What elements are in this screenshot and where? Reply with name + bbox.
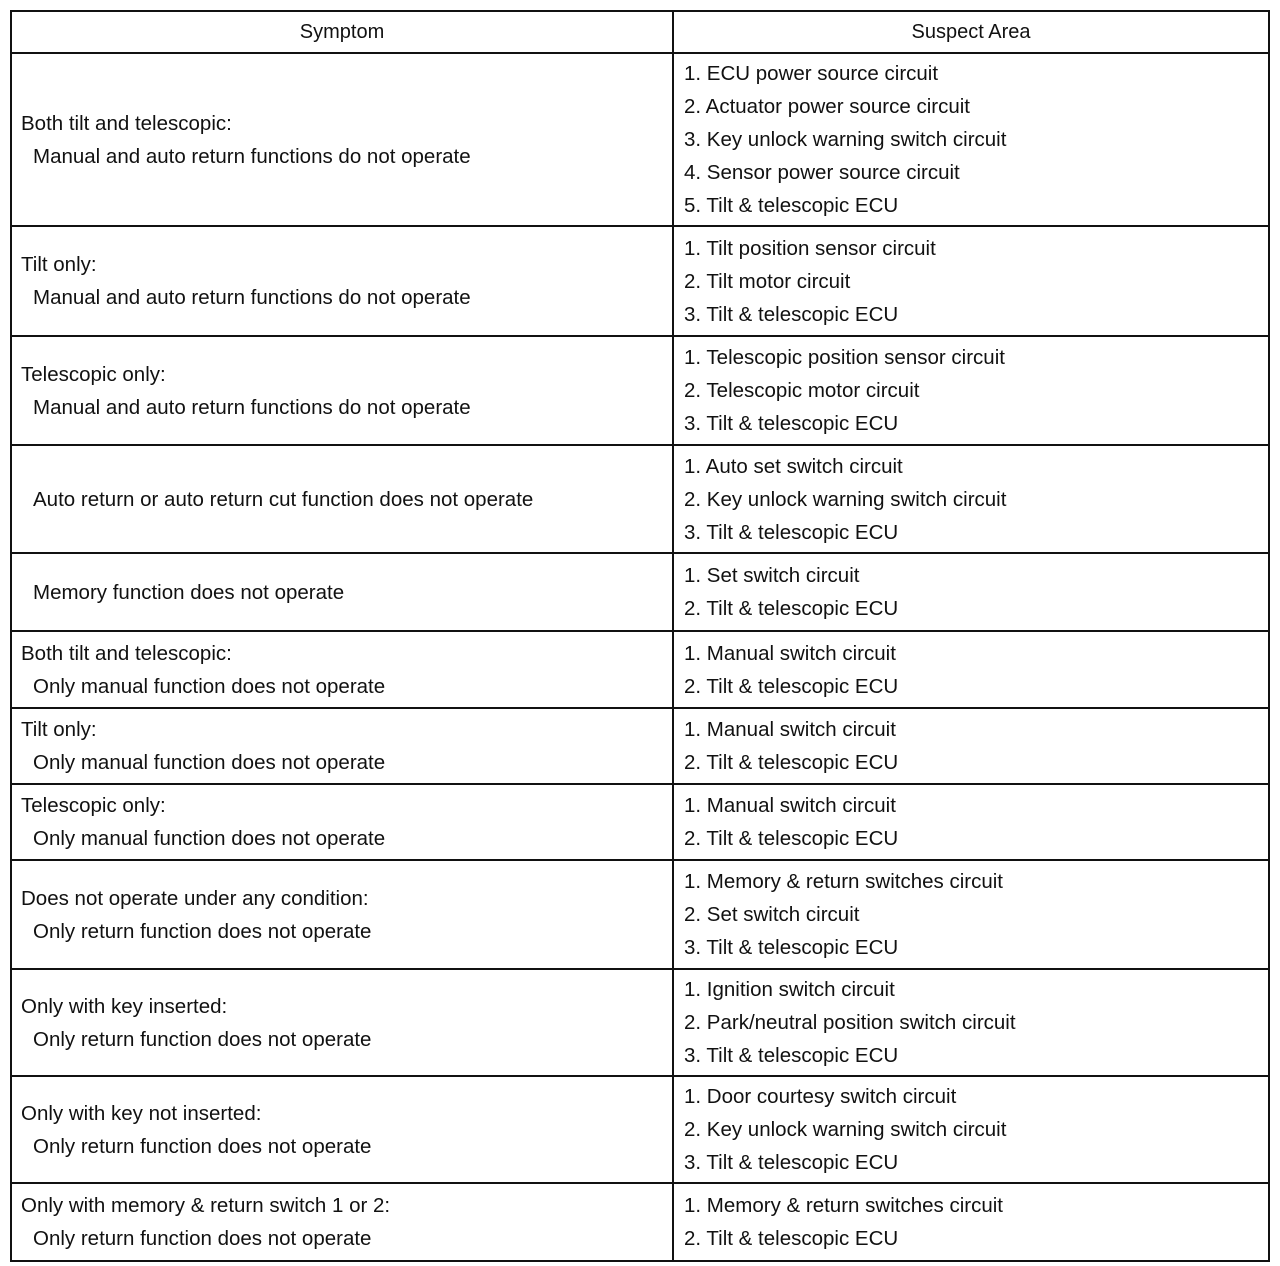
symptom-description: Only return function does not operate: [33, 919, 372, 943]
suspect-area-cell: [674, 632, 1268, 707]
symptom-condition: Tilt only:: [21, 253, 97, 276]
symptom-cell: [12, 709, 674, 783]
suspect-area-item: 3. Tilt & telescopic ECU: [684, 936, 899, 959]
suspect-area-item: 5. Tilt & telescopic ECU: [684, 194, 899, 217]
suspect-area-item: 3. Tilt & telescopic ECU: [684, 1151, 899, 1174]
suspect-area-item: 2. Tilt & telescopic ECU: [684, 751, 899, 774]
table-row: [12, 1077, 1268, 1184]
symptom-condition: Does not operate under any condition:: [21, 886, 369, 910]
suspect-area-column-header: [674, 12, 1268, 52]
table-row: [12, 227, 1268, 337]
symptom-condition: Both tilt and telescopic:: [21, 641, 232, 665]
suspect-area-item: 2. Set switch circuit: [684, 903, 860, 926]
suspect-area-item: 1. ECU power source circuit: [684, 62, 939, 85]
symptom-description: Only return function does not operate: [33, 1027, 372, 1051]
suspect-area-item: 3. Tilt & telescopic ECU: [684, 1044, 899, 1067]
suspect-area-cell: [674, 227, 1268, 335]
symptom-description: Only manual function does not operate: [33, 827, 386, 850]
symptom-description: Manual and auto return functions do not operate: [33, 286, 471, 309]
symptom-cell: [12, 785, 674, 859]
symptom-description: Memory function does not operate: [33, 580, 345, 604]
suspect-area-cell: [674, 861, 1268, 968]
suspect-area-item: 3. Key unlock warning switch circuit: [684, 128, 1007, 151]
table-row: [12, 709, 1268, 785]
table-row: [12, 861, 1268, 970]
symptom-cell: [12, 1184, 674, 1260]
symptom-description: Manual and auto return functions do not operate: [33, 144, 471, 168]
suspect-area-cell: [674, 709, 1268, 783]
symptom-condition: Tilt only:: [21, 718, 97, 741]
suspect-area-cell: [674, 785, 1268, 859]
symptom-description: Only return function does not operate: [33, 1134, 372, 1158]
symptom-column-header: [12, 12, 674, 52]
suspect-area-item: 2. Key unlock warning switch circuit: [684, 487, 1007, 511]
symptom-cell: [12, 337, 674, 444]
suspect-area-item: 2. Telescopic motor circuit: [684, 379, 920, 402]
suspect-area-item: 2. Tilt & telescopic ECU: [684, 1227, 899, 1250]
symptom-condition: Only with key inserted:: [21, 994, 228, 1018]
suspect-area-cell: [674, 970, 1268, 1075]
table-row: [12, 554, 1268, 632]
suspect-area-item: 1. Memory & return switches circuit: [684, 1194, 1003, 1217]
table-row: [12, 337, 1268, 446]
suspect-area-header-label: Suspect Area: [911, 20, 1031, 43]
symptom-cell: [12, 632, 674, 707]
suspect-area-item: 3. Tilt & telescopic ECU: [684, 520, 899, 544]
symptom-description: Only return function does not operate: [33, 1227, 372, 1250]
table-row: [12, 970, 1268, 1077]
symptom-header-label: Symptom: [299, 20, 385, 43]
symptom-cell: [12, 1077, 674, 1182]
suspect-area-item: 1. Ignition switch circuit: [684, 978, 895, 1001]
suspect-area-item: 2. Park/neutral position switch circuit: [684, 1011, 1016, 1034]
suspect-area-item: 1. Manual switch circuit: [684, 718, 896, 741]
symptom-description: Manual and auto return functions do not operate: [33, 395, 471, 419]
suspect-area-item: 1. Auto set switch circuit: [684, 454, 903, 478]
symptom-cell: [12, 554, 674, 630]
suspect-area-item: 1. Manual switch circuit: [684, 641, 896, 665]
troubleshooting-table: [10, 10, 1270, 1262]
suspect-area-item: 2. Tilt & telescopic ECU: [684, 597, 899, 620]
table-body: [12, 54, 1268, 1260]
symptom-condition: Telescopic only:: [21, 794, 166, 817]
symptom-cell: [12, 970, 674, 1075]
suspect-area-item: 2. Actuator power source circuit: [684, 95, 970, 118]
suspect-area-item: 4. Sensor power source circuit: [684, 161, 960, 184]
table-row: [12, 632, 1268, 709]
suspect-area-item: 2. Tilt motor circuit: [684, 269, 851, 293]
suspect-area-item: 3. Tilt & telescopic ECU: [684, 412, 899, 435]
suspect-area-cell: [674, 1077, 1268, 1182]
suspect-area-cell: [674, 337, 1268, 444]
symptom-condition: Only with key not inserted:: [21, 1101, 262, 1125]
table-row: [12, 785, 1268, 861]
symptom-condition: Both tilt and telescopic:: [21, 111, 232, 135]
suspect-area-cell: [674, 1184, 1268, 1260]
symptom-description: Only manual function does not operate: [33, 751, 386, 774]
suspect-area-item: 1. Memory & return switches circuit: [684, 870, 1003, 893]
symptom-description: Only manual function does not operate: [33, 674, 386, 698]
symptom-cell: [12, 861, 674, 968]
symptom-cell: [12, 446, 674, 552]
symptom-condition: Telescopic only:: [21, 362, 166, 386]
suspect-area-cell: [674, 54, 1268, 225]
table-row: [12, 54, 1268, 227]
table-row: [12, 446, 1268, 554]
suspect-area-item: 2. Key unlock warning switch circuit: [684, 1118, 1007, 1141]
suspect-area-item: 1. Tilt position sensor circuit: [684, 236, 936, 260]
suspect-area-item: 2. Tilt & telescopic ECU: [684, 674, 899, 698]
suspect-area-item: 3. Tilt & telescopic ECU: [684, 302, 899, 326]
symptom-condition: Only with memory & return switch 1 or 2:: [21, 1194, 391, 1217]
suspect-area-cell: [674, 554, 1268, 630]
suspect-area-item: 2. Tilt & telescopic ECU: [684, 827, 899, 850]
symptom-cell: [12, 54, 674, 225]
suspect-area-cell: [674, 446, 1268, 552]
suspect-area-item: 1. Set switch circuit: [684, 564, 860, 587]
suspect-area-item: 1. Manual switch circuit: [684, 794, 896, 817]
table-row: [12, 1184, 1268, 1260]
table-header-row: [12, 12, 1268, 54]
symptom-description: Auto return or auto return cut function does not operate: [33, 487, 534, 511]
symptom-cell: [12, 227, 674, 335]
suspect-area-item: 1. Telescopic position sensor circuit: [684, 346, 1005, 369]
suspect-area-item: 1. Door courtesy switch circuit: [684, 1085, 957, 1108]
